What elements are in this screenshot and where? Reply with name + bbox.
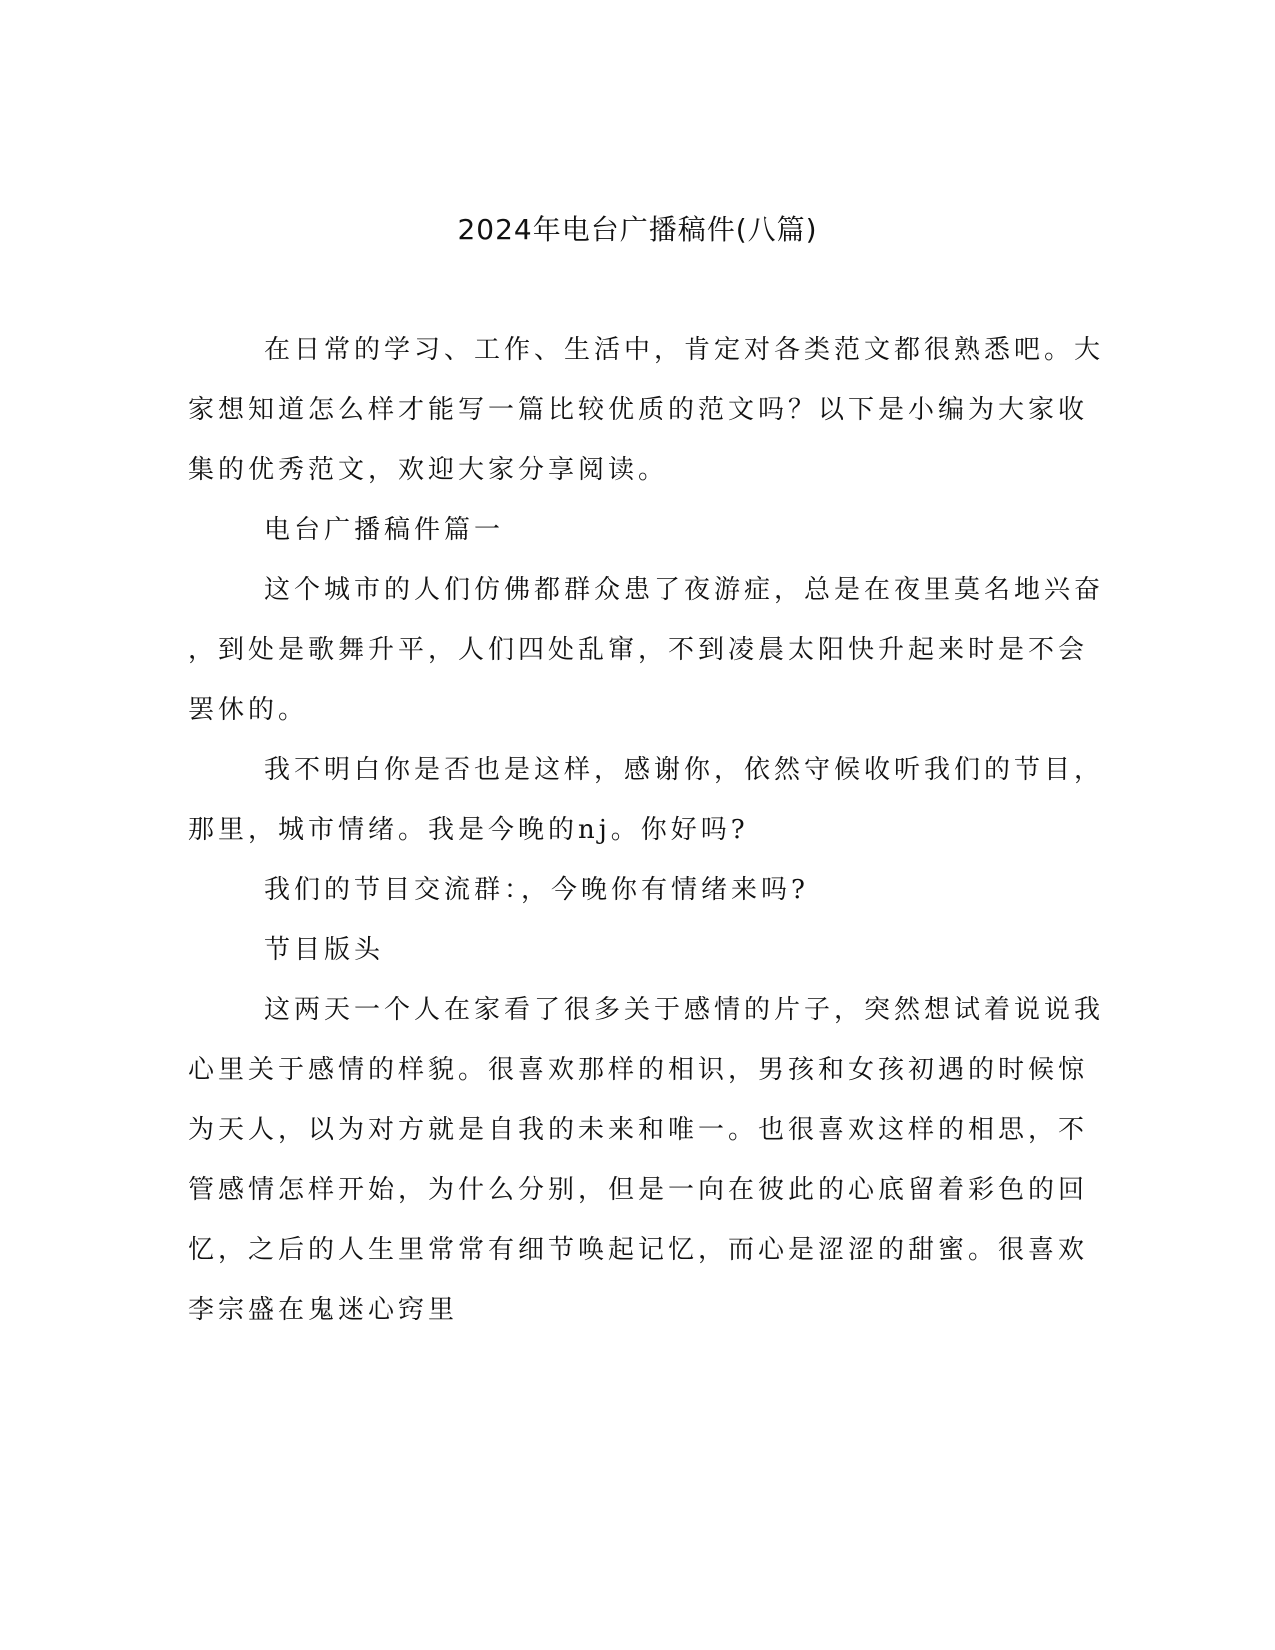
paragraph-line: 节目版头 [264,935,385,965]
paragraph-line: 我不明白你是否也是这样，感谢你，依然守候收听我们的节目， [264,755,1105,785]
paragraph-line: 心里关于感情的样貌。很喜欢那样的相识，男孩和女孩初遇的时候惊 [188,1055,1089,1085]
paragraph-line: 这两天一个人在家看了很多关于感情的片子，突然想试着说说我 [264,995,1105,1025]
paragraph-line: 集的优秀范文，欢迎大家分享阅读。 [188,455,669,485]
paragraph-line: 这个城市的人们仿佛都群众患了夜游症，总是在夜里莫名地兴奋 [264,575,1105,605]
paragraph-line: 家想知道怎么样才能写一篇比较优质的范文吗？以下是小编为大家收 [188,395,1089,425]
paragraph-line: 忆，之后的人生里常常有细节唤起记忆，而心是涩涩的甜蜜。很喜欢 [188,1235,1089,1265]
paragraph-line: 李宗盛在鬼迷心窍里 [188,1295,459,1325]
paragraph-line: 那里，城市情绪。我是今晚的nj。你好吗? [188,815,749,845]
section-heading: 电台广播稿件篇一 [264,515,505,545]
paragraph-line: 管感情怎样开始，为什么分别，但是一向在彼此的心底留着彩色的回 [188,1175,1089,1205]
paragraph-line: 为天人，以为对方就是自我的未来和唯一。也很喜欢这样的相思，不 [188,1115,1089,1145]
paragraph-line: 我们的节目交流群：，今晚你有情绪来吗? [264,875,809,905]
paragraph-line: 罢休的。 [188,695,309,725]
document-title: 2024年电台广播稿件(八篇) [457,213,818,246]
paragraph-line: 在日常的学习、工作、生活中，肯定对各类范文都很熟悉吧。大 [264,335,1105,365]
document-body [188,320,1105,1340]
paragraph-line: ，到处是歌舞升平，人们四处乱窜，不到凌晨太阳快升起来时是不会 [188,635,1089,665]
